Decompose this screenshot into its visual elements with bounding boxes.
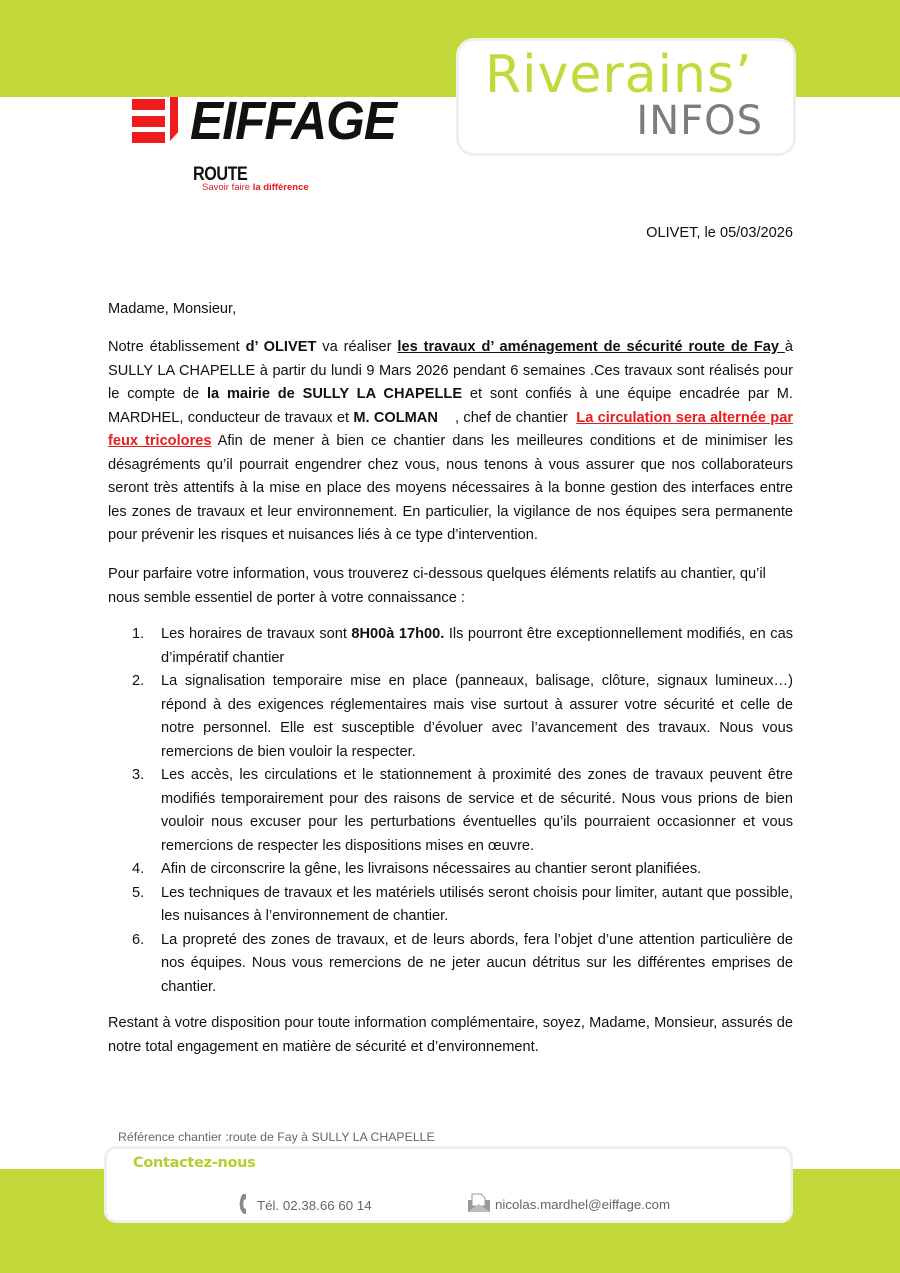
list-number: 3. <box>132 767 145 783</box>
list-number: 4. <box>132 861 145 877</box>
tagline-part2: la différence <box>252 182 309 193</box>
list-number: 1. <box>132 626 145 642</box>
list-item <box>108 929 793 1000</box>
list-item <box>108 670 793 764</box>
closing-paragraph: Restant à votre disposition pour toute information complémentaire, soyez, Madame, Monsieur, assurés de notre total engagement en matière de sécurité et d’environnement. <box>108 1015 793 1055</box>
intro-text: et sont confiés à une équipe encadrée par M. MARDHEL, conducteur de travaux et <box>108 386 793 426</box>
email-address[interactable]: nicolas.mardhel@eiffage.com <box>495 1197 671 1212</box>
phone-icon <box>239 1193 253 1218</box>
list-item <box>108 764 793 858</box>
contact-email[interactable] <box>467 1193 670 1216</box>
salutation: Madame, Monsieur, <box>108 301 237 317</box>
logo-wordmark: EIFFAGE <box>190 91 397 151</box>
tagline-part1: Savoir faire <box>202 182 253 193</box>
list-item <box>108 623 793 670</box>
list-text: Afin de circonscrire la gêne, les livraisons nécessaires au chantier seront planifiées. <box>161 861 702 877</box>
list-text: Les techniques de travaux et les matériels utilisés seront choisis pour limiter, autant que possible, les nuisances à l’environnement de chantier. <box>161 884 793 924</box>
list-text: Ils pourront être exceptionnellement modifiés, en cas d’impératif chantier <box>161 626 793 666</box>
contact-title: Contactez-nous <box>133 1155 256 1171</box>
logo-division: ROUTE <box>193 164 248 185</box>
intro-text: à SULLY LA CHAPELLE à partir du lundi 9 Mars 2026 pendant 6 semaines .Ces travaux sont réalisés pour le compte de <box>108 339 793 402</box>
riverains-infos-banner <box>456 38 796 156</box>
logo-tagline <box>202 182 309 193</box>
intro-text: Notre établissement <box>108 339 246 355</box>
contact-box <box>104 1146 793 1223</box>
intro-text: , chef de chantier <box>437 409 577 426</box>
envelope-icon <box>467 1193 491 1216</box>
contact-phone[interactable] <box>239 1193 372 1218</box>
intro-establishment: d’ OLIVET <box>245 339 317 355</box>
list-text: Les accès, les circulations et le stationnement à proximité des zones de travaux peuvent être modifiés temporairement pour des raisons de service et de sécurité. Nous vous prions de bien vouloir nous excuser pour les perturbations éventuelles qu’ils pourraient occasionner et vous remercions de respecter les dispositions mises en œuvre. <box>161 767 793 854</box>
list-number: 2. <box>132 673 145 689</box>
list-text: La signalisation temporaire mise en place (panneaux, balisage, clôture, signaux lumineux…) répond à des exigences réglementaires mais vise surtout à assurer votre sécurité et celle de notre personnel. Elle est susceptible d’évoluer avec l’avancement des travaux. Nous vous remercions de bien vouloir la respecter. <box>161 673 793 760</box>
list-number: 6. <box>132 931 145 948</box>
work-hours: 8H00à 17h00. <box>351 626 445 642</box>
info-intro-paragraph: Pour parfaire votre information, vous trouverez ci-dessous quelques éléments relatifs au chantier, qu’il nous semble essentiel de porter à votre connaissance : <box>108 566 766 606</box>
intro-site-manager: M. COLMAN <box>353 409 438 426</box>
intro-text: va réaliser <box>316 339 398 355</box>
site-info-list <box>108 623 793 999</box>
intro-paragraph <box>108 336 793 548</box>
list-text: Les horaires de travaux sont <box>161 626 352 642</box>
traffic-notice: La circulation sera alternée par feux tricolores <box>108 409 793 449</box>
banner-subtitle: INFOS <box>636 98 763 144</box>
intro-works-title: les travaux d’ aménagement de sécurité route de Fay <box>397 339 785 355</box>
phone-number[interactable]: Tél. 02.38.66 60 14 <box>257 1198 372 1213</box>
banner-title: Riverains’ <box>485 45 753 105</box>
place-date: OLIVET, le 05/03/2026 <box>646 225 793 241</box>
eiffage-logo-mark-icon <box>132 97 182 147</box>
eiffage-logo <box>132 91 397 157</box>
list-item <box>108 858 793 882</box>
site-reference: Référence chantier :route de Fay à SULLY LA CHAPELLE <box>118 1130 435 1144</box>
intro-text: Afin de mener à bien ce chantier dans les meilleures conditions et de minimiser les désagréments qu’il pourrait engendrer chez vous, nous tenons à vous assurer que nos collaborateurs seront très attentifs à la mise en place des moyens nécessaires à la bonne gestion des interfaces entre les zones de travaux et leur environnement. En particulier, la vigilance de nos équipes sera permanente pour prévenir les risques et nuisances liés à ce type d’intervention. <box>108 433 793 543</box>
list-item <box>108 882 793 929</box>
list-text: La propreté des zones de travaux, et de leurs abords, fera l’objet d’une attention particulière de nos équipes. Nous vous remercions de ne jeter aucun détritus sur les différentes emprises de chantier. <box>161 931 793 995</box>
list-number: 5. <box>132 884 145 901</box>
intro-client: la mairie de SULLY LA CHAPELLE <box>206 386 463 402</box>
